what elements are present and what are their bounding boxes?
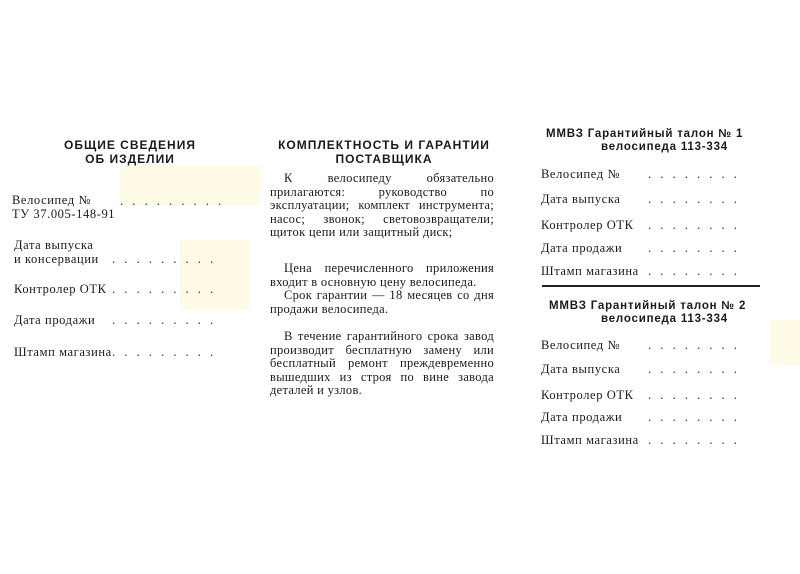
fill-line[interactable]: ........ bbox=[648, 166, 746, 181]
fill-line[interactable]: ........ bbox=[648, 387, 746, 402]
field-label bbox=[14, 238, 99, 266]
fill-line[interactable]: ........ bbox=[648, 361, 746, 376]
field-label: Дата выпуска bbox=[541, 362, 621, 376]
paragraph-text: В течение гарантийного срока завод производит бесплатную замену или бесплатный ремонт преждевременно вышедших из строя по вине завода деталей и узлов. bbox=[270, 329, 494, 397]
title-line: велосипеда 113-334 bbox=[601, 313, 729, 325]
paper-stain bbox=[770, 320, 800, 365]
fill-line[interactable]: ......... bbox=[112, 344, 223, 359]
field-label: Дата продажи bbox=[541, 241, 623, 255]
ticket-title bbox=[549, 300, 746, 326]
field-label: Контролер ОТК bbox=[541, 388, 634, 402]
fill-line[interactable]: ......... bbox=[112, 251, 223, 266]
section-title bbox=[40, 138, 220, 166]
field-label bbox=[12, 193, 115, 221]
fill-line[interactable]: ......... bbox=[120, 193, 231, 208]
label-text: Велосипед № bbox=[12, 193, 92, 207]
fill-line[interactable]: ......... bbox=[112, 281, 223, 296]
fill-line[interactable]: ........ bbox=[648, 409, 746, 424]
title-line: ММВЗ Гарантийный талон № 1 bbox=[546, 128, 744, 140]
cut-line-divider bbox=[542, 285, 760, 287]
field-label: Дата продажи bbox=[541, 410, 623, 424]
field-label: Велосипед № bbox=[541, 338, 621, 352]
field-label: Штамп магазина bbox=[541, 433, 639, 447]
title-line: ММВЗ Гарантийный талон № 2 bbox=[549, 300, 747, 312]
field-label: Штамп магазина bbox=[14, 345, 112, 359]
title-line: ПОСТАВЩИКА bbox=[335, 152, 433, 166]
title-line: ОБЩИЕ СВЕДЕНИЯ bbox=[64, 138, 196, 152]
fill-line[interactable]: ........ bbox=[648, 240, 746, 255]
fill-line[interactable]: ........ bbox=[648, 263, 746, 278]
fill-line[interactable]: ........ bbox=[648, 337, 746, 352]
paragraph bbox=[270, 330, 494, 398]
field-label: Велосипед № bbox=[541, 167, 621, 181]
field-label: Дата выпуска bbox=[541, 192, 621, 206]
field-label: Дата продажи bbox=[14, 313, 96, 327]
fill-line[interactable]: ........ bbox=[648, 191, 746, 206]
paragraph bbox=[270, 172, 494, 240]
field-label: Контролер ОТК bbox=[14, 282, 107, 296]
title-line: КОМПЛЕКТНОСТЬ И ГАРАНТИИ bbox=[278, 138, 490, 152]
field-label: Штамп магазина bbox=[541, 264, 639, 278]
fill-line[interactable]: ........ bbox=[648, 432, 746, 447]
title-line: велосипеда 113-334 bbox=[601, 141, 729, 153]
title-line: ОБ ИЗДЕЛИИ bbox=[85, 152, 175, 166]
paragraph-text: Цена перечисленного приложения входит в основную цену велосипеда. bbox=[270, 261, 494, 289]
label-sub: и консервации bbox=[14, 252, 99, 266]
label-text: Дата выпуска bbox=[14, 238, 94, 252]
section-title bbox=[268, 138, 500, 166]
field-label: Контролер ОТК bbox=[541, 218, 634, 232]
fill-line[interactable]: ......... bbox=[112, 312, 223, 327]
paragraph-text: К велосипеду обязательно прилагаются: руководство по эксплуатации; комплект инструмента; насос; звонок; световозвращатели; щиток цепи или защитный диск; bbox=[270, 171, 494, 239]
paragraph bbox=[270, 262, 494, 316]
label-sub: ТУ 37.005-148-91 bbox=[12, 207, 116, 221]
ticket-title bbox=[546, 128, 743, 154]
fill-line[interactable]: ........ bbox=[648, 217, 746, 232]
paragraph-text: Срок гарантии — 18 месяцев со дня продажи велосипеда. bbox=[270, 288, 494, 316]
